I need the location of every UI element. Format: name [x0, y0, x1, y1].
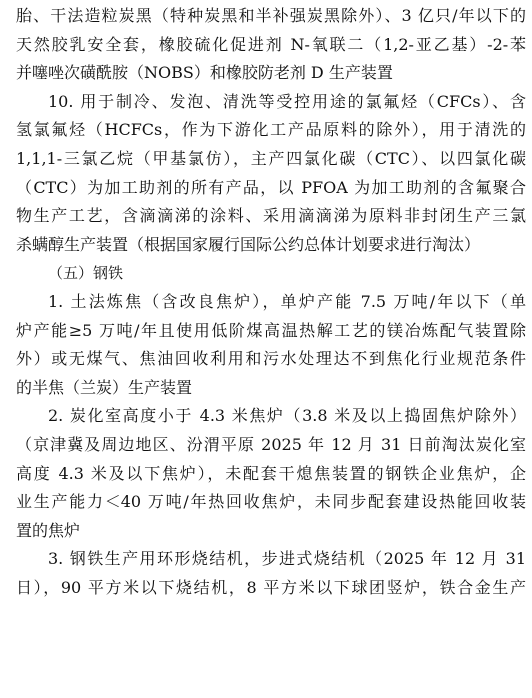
text-line: （CTC）为加工助剂的所有产品，以 PFOA 为加工助剂的含氟聚合 [16, 177, 526, 197]
text-line: （京津冀及周边地区、汾渭平原 2025 年 12 月 31 日前淘汰炭化室 [16, 434, 526, 454]
text-line: 1. 土法炼焦（含改良焦炉），单炉产能 7.5 万吨/年以下（单 [48, 291, 526, 311]
text-line: 杀螨醇生产装置（根据国家履行国际公约总体计划要求进行淘汰） [16, 234, 481, 254]
section-heading: （五）钢铁 [48, 264, 124, 283]
text-line: 物生产工艺，含滴滴涕的涂料、采用滴滴涕为原料非封闭生产三氯 [16, 206, 526, 226]
text-line: 2. 炭化室高度小于 4.3 米焦炉（3.8 米及以上捣固焦炉除外） [48, 406, 526, 426]
text-line: 外）或无煤气、焦油回收利用和污水处理达不到焦化行业规范条件 [16, 349, 526, 369]
text-line: 胎、干法造粒炭黑（特种炭黑和半补强炭黑除外）、3 亿只/年以下的 [16, 6, 526, 25]
text-line: 10. 用于制冷、发泡、清洗等受控用途的氯氟烃（CFCs）、含 [48, 91, 526, 111]
text-line: 高度 4.3 米及以下焦炉），未配套干熄焦装置的钢铁企业焦炉，企 [16, 463, 526, 483]
text-line: 1,1,1-三氯乙烷（甲基氯仿），主产四氯化碳（CTC）、以四氯化碳 [16, 148, 526, 168]
text-line: 天然胶乳安全套，橡胶硫化促进剂 N-氧联二（1,2-亚乙基）-2-苯 [16, 34, 526, 54]
text-line: 的半焦（兰炭）生产装置 [16, 377, 193, 397]
text-line: 日），90 平方米以下烧结机，8 平方米以下球团竖炉，铁合金生产 [16, 577, 526, 597]
text-line: 并噻唑次磺酰胺（NOBS）和橡胶防老剂 D 生产装置 [16, 63, 393, 83]
text-line: 炉产能≥5 万吨/年且使用低阶煤高温热解工艺的镁冶炼配气装置除 [16, 320, 526, 340]
text-line: 置的焦炉 [16, 520, 81, 540]
text-line: 3. 钢铁生产用环形烧结机，步进式烧结机（2025 年 12 月 31 [48, 549, 526, 569]
text-line: 业生产能力＜40 万吨/年热回收焦炉，未同步配套建设热能回收装 [16, 492, 526, 512]
text-line: 氢氯氟烃（HCFCs，作为下游化工产品原料的除外），用于清洗的 [16, 120, 526, 140]
